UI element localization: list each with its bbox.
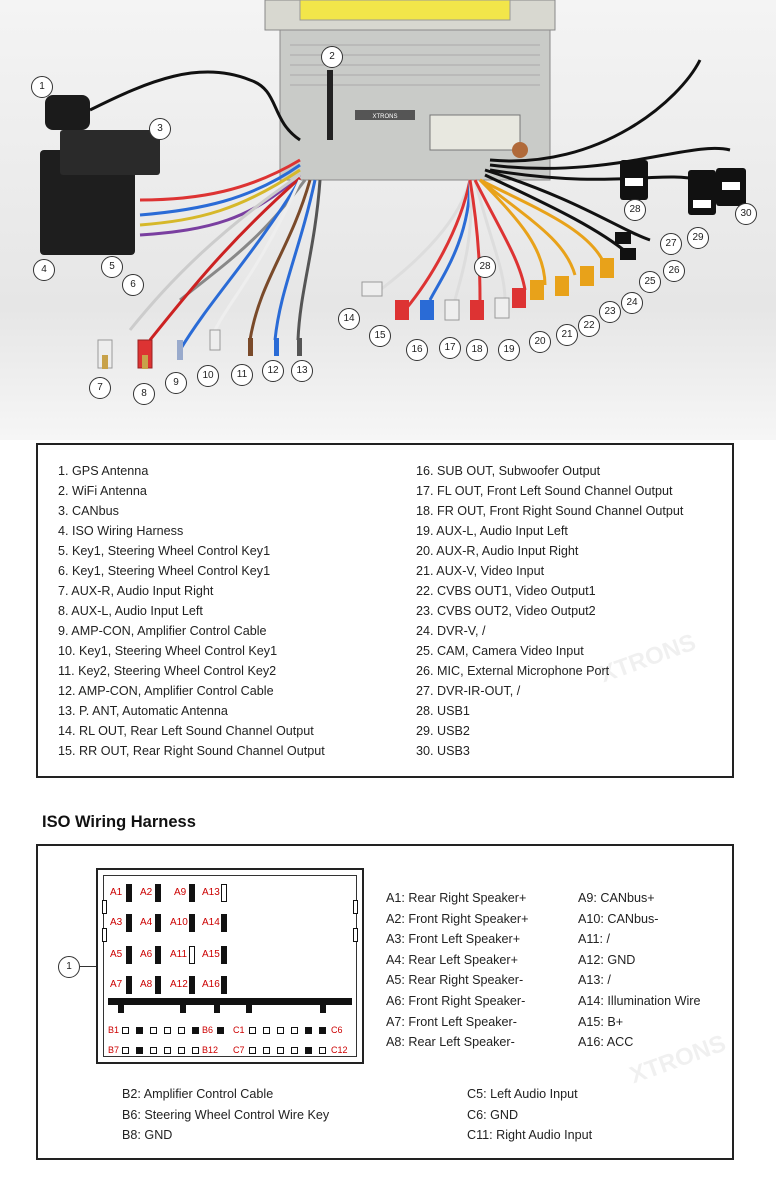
pin-description: A1: Rear Right Speaker+ (386, 891, 527, 905)
pin-label-a7: A7 (110, 979, 123, 990)
pin-description: A12: GND (578, 952, 636, 967)
pin-a16 (221, 976, 227, 994)
legend-item: 17. FL OUT, Front Left Sound Channel Output (416, 484, 673, 498)
device-brand-label: XTRONS (372, 114, 398, 120)
pin-description: A3: Front Left Speaker+ (386, 932, 521, 947)
pin-a12 (189, 976, 195, 994)
pin-a9 (189, 884, 195, 902)
pin-label-a15: A15 (202, 949, 220, 960)
row-label-c12: C12 (331, 1045, 348, 1055)
callout-28: 28 (474, 256, 496, 278)
pin-label-a14: A14 (202, 917, 220, 928)
callout-16: 16 (406, 339, 428, 361)
legend-column-left (58, 461, 325, 761)
pin-description: A7: Front Left Speaker- (386, 1014, 517, 1029)
pin-list-a1-a8 (386, 888, 528, 1053)
pin-a6 (155, 946, 161, 964)
callout-28-usb: 28 (624, 199, 646, 221)
pin-b (122, 1047, 129, 1054)
callout-14: 14 (338, 308, 360, 330)
notes-c-pins (467, 1084, 592, 1146)
pin-label-a11: A11 (170, 949, 188, 960)
pin-description: A11: / (578, 932, 610, 947)
row-label-c6: C6 (331, 1025, 343, 1035)
legend-item: 29. USB2 (416, 724, 470, 738)
watermark: XTRONS (626, 1029, 730, 1090)
legend-item: 15. RR OUT, Rear Right Sound Channel Output (58, 744, 325, 758)
callout-13: 13 (291, 360, 313, 382)
legend-item: 1. GPS Antenna (58, 464, 149, 478)
pin-c (277, 1027, 284, 1034)
callout-23: 23 (599, 301, 621, 323)
legend-item: 18. FR OUT, Front Right Sound Channel Output (416, 504, 684, 518)
callout-27: 27 (660, 233, 682, 255)
legend-item: 28. USB1 (416, 704, 470, 718)
legend-item: 13. P. ANT, Automatic Antenna (58, 704, 228, 718)
pin-c (305, 1047, 312, 1054)
connector-divider (108, 998, 352, 1005)
pin-c (277, 1047, 284, 1054)
pin-label-a8: A8 (140, 979, 153, 990)
callout-21: 21 (556, 324, 578, 346)
legend-item: 4. ISO Wiring Harness (58, 524, 184, 538)
pin-description: A5: Rear Right Speaker- (386, 973, 524, 988)
pin-a2 (155, 884, 161, 902)
pin-c (249, 1027, 256, 1034)
callout-19: 19 (498, 339, 520, 361)
pin-c (263, 1047, 270, 1054)
divider-tick (180, 1004, 186, 1013)
callout-29: 29 (687, 227, 709, 249)
pin-label-a9: A9 (174, 887, 187, 898)
legend-column-right (416, 461, 683, 761)
pin-a8 (155, 976, 161, 994)
pin-b (122, 1027, 129, 1034)
notes-b-pins (122, 1084, 329, 1146)
pin-c (291, 1047, 298, 1054)
pin-a4 (155, 914, 161, 932)
pin-description: A14: Illumination Wire (578, 993, 701, 1008)
callout-5: 5 (101, 256, 123, 278)
pin-b (136, 1027, 143, 1034)
pin-note: B2: Amplifier Control Cable (122, 1087, 274, 1101)
iso-connector-diagram (96, 868, 364, 1064)
pin-note: C5: Left Audio Input (467, 1087, 578, 1101)
row-label-c7: C7 (233, 1045, 245, 1055)
pin-label-a4: A4 (140, 917, 153, 928)
pin-description: A16: ACC (578, 1035, 634, 1050)
pin-label-a16: A16 (202, 979, 220, 990)
pin-a11 (189, 946, 195, 964)
pin-a3 (126, 914, 132, 932)
pin-label-a10: A10 (170, 917, 188, 928)
legend-item: 20. AUX-R, Audio Input Right (416, 544, 579, 558)
pin-label-a12: A12 (170, 979, 188, 990)
pin-description: A10: CANbus- (578, 911, 659, 926)
pin-c (319, 1047, 326, 1054)
pin-label-a2: A2 (140, 887, 153, 898)
pin-note: C11: Right Audio Input (467, 1128, 593, 1143)
callout-4: 4 (33, 259, 55, 281)
callout-6: 6 (122, 274, 144, 296)
pin-c (319, 1027, 326, 1034)
pin-b (136, 1047, 143, 1054)
legend-item: 23. CVBS OUT2, Video Output2 (416, 604, 596, 618)
pin-b (192, 1047, 199, 1054)
legend-item: 12. AMP-CON, Amplifier Control Cable (58, 684, 274, 698)
callout-8: 8 (133, 383, 155, 405)
row-label-c1: C1 (233, 1025, 245, 1035)
row-label-b7: B7 (108, 1045, 120, 1055)
callout-18: 18 (466, 339, 488, 361)
callout-15: 15 (369, 325, 391, 347)
legend-item: 21. AUX-V, Video Input (416, 564, 545, 578)
pin-description: A6: Front Right Speaker- (386, 993, 526, 1008)
iso-harness-panel (36, 844, 734, 1160)
callout-17: 17 (439, 337, 461, 359)
legend-item: 22. CVBS OUT1, Video Output1 (416, 584, 596, 598)
pin-b (164, 1027, 171, 1034)
pin-description: A13: / (578, 973, 611, 988)
iso-callout-1: 1 (58, 956, 80, 978)
legend-item: 30. USB3 (416, 744, 470, 758)
divider-tick (214, 1004, 220, 1013)
legend-item: 27. DVR-IR-OUT, / (416, 684, 521, 698)
callout-26: 26 (663, 260, 685, 282)
pin-a1 (126, 884, 132, 902)
pin-label-a6: A6 (140, 949, 153, 960)
row-label-b1: B1 (108, 1025, 120, 1035)
legend-item: 2. WiFi Antenna (58, 484, 147, 498)
callout-30: 30 (735, 203, 757, 225)
callout-2: 2 (321, 46, 343, 68)
divider-tick (320, 1004, 326, 1013)
pin-description: A8: Rear Left Speaker- (386, 1035, 515, 1050)
callout-25: 25 (639, 271, 661, 293)
pin-b (178, 1047, 185, 1054)
pin-note: B6: Steering Wheel Control Wire Key (122, 1107, 330, 1122)
pin-note: C6: GND (467, 1107, 519, 1122)
pin-b (150, 1027, 157, 1034)
iso-section-title: ISO Wiring Harness (42, 813, 196, 831)
pin-description: A9: CANbus+ (578, 891, 655, 905)
wiring-illustration (0, 0, 776, 440)
pin-b (164, 1047, 171, 1054)
legend-item: 11. Key2, Steering Wheel Control Key2 (58, 664, 277, 678)
pin-c (263, 1027, 270, 1034)
pin-a7 (126, 976, 132, 994)
pin-label-a13: A13 (202, 887, 220, 898)
pin-list-a9-a16 (578, 888, 701, 1053)
legend-item: 8. AUX-L, Audio Input Left (58, 604, 203, 618)
callout-3: 3 (149, 118, 171, 140)
legend-item: 9. AMP-CON, Amplifier Control Cable (58, 624, 267, 638)
legend-item: 10. Key1, Steering Wheel Control Key1 (58, 644, 278, 658)
pin-a10 (189, 914, 195, 932)
connection-legend (36, 443, 734, 778)
legend-item: 26. MIC, External Microphone Port (416, 664, 610, 678)
pin-description: A2: Front Right Speaker+ (386, 911, 529, 926)
pin-b (217, 1027, 224, 1034)
pin-c (249, 1047, 256, 1054)
pin-b (150, 1047, 157, 1054)
pin-label-a5: A5 (110, 949, 123, 960)
callout-7: 7 (89, 377, 111, 399)
callout-22: 22 (578, 315, 600, 337)
callout-11: 11 (231, 364, 253, 386)
pin-label-a3: A3 (110, 917, 123, 928)
legend-item: 7. AUX-R, Audio Input Right (58, 584, 214, 598)
product-photo (0, 0, 776, 440)
connector-notch (102, 900, 107, 914)
connector-notch (353, 900, 358, 914)
legend-item: 6. Key1, Steering Wheel Control Key1 (58, 564, 271, 578)
divider-tick (118, 1004, 124, 1013)
legend-item: 14. RL OUT, Rear Left Sound Channel Output (58, 724, 314, 738)
connector-notch (102, 928, 107, 942)
divider-tick (246, 1004, 252, 1013)
legend-item: 16. SUB OUT, Subwoofer Output (416, 464, 601, 478)
pin-c (291, 1027, 298, 1034)
pin-c (305, 1027, 312, 1034)
pin-a13 (221, 884, 227, 902)
pin-description: A4: Rear Left Speaker+ (386, 952, 518, 967)
pin-b (178, 1027, 185, 1034)
callout-10: 10 (197, 365, 219, 387)
watermark: XTRONS (596, 628, 700, 689)
legend-item: 25. CAM, Camera Video Input (416, 644, 584, 658)
legend-item: 3. CANbus (58, 504, 119, 518)
row-label-b12: B12 (202, 1045, 219, 1055)
legend-item: 5. Key1, Steering Wheel Control Key1 (58, 544, 271, 558)
pin-a5 (126, 946, 132, 964)
legend-item: 19. AUX-L, Audio Input Left (416, 524, 568, 538)
row-label-b6: B6 (202, 1025, 214, 1035)
pin-description: A15: B+ (578, 1014, 624, 1029)
pin-b (192, 1027, 199, 1034)
callout-12: 12 (262, 360, 284, 382)
callout-9: 9 (165, 372, 187, 394)
callout-leader (80, 966, 96, 967)
pin-label-a1: A1 (110, 887, 123, 898)
connector-notch (353, 928, 358, 942)
callout-20: 20 (529, 331, 551, 353)
callout-24: 24 (621, 292, 643, 314)
pin-a14 (221, 914, 227, 932)
callout-1: 1 (31, 76, 53, 98)
pin-a15 (221, 946, 227, 964)
pin-note: B8: GND (122, 1128, 173, 1143)
legend-item: 24. DVR-V, / (416, 624, 486, 638)
